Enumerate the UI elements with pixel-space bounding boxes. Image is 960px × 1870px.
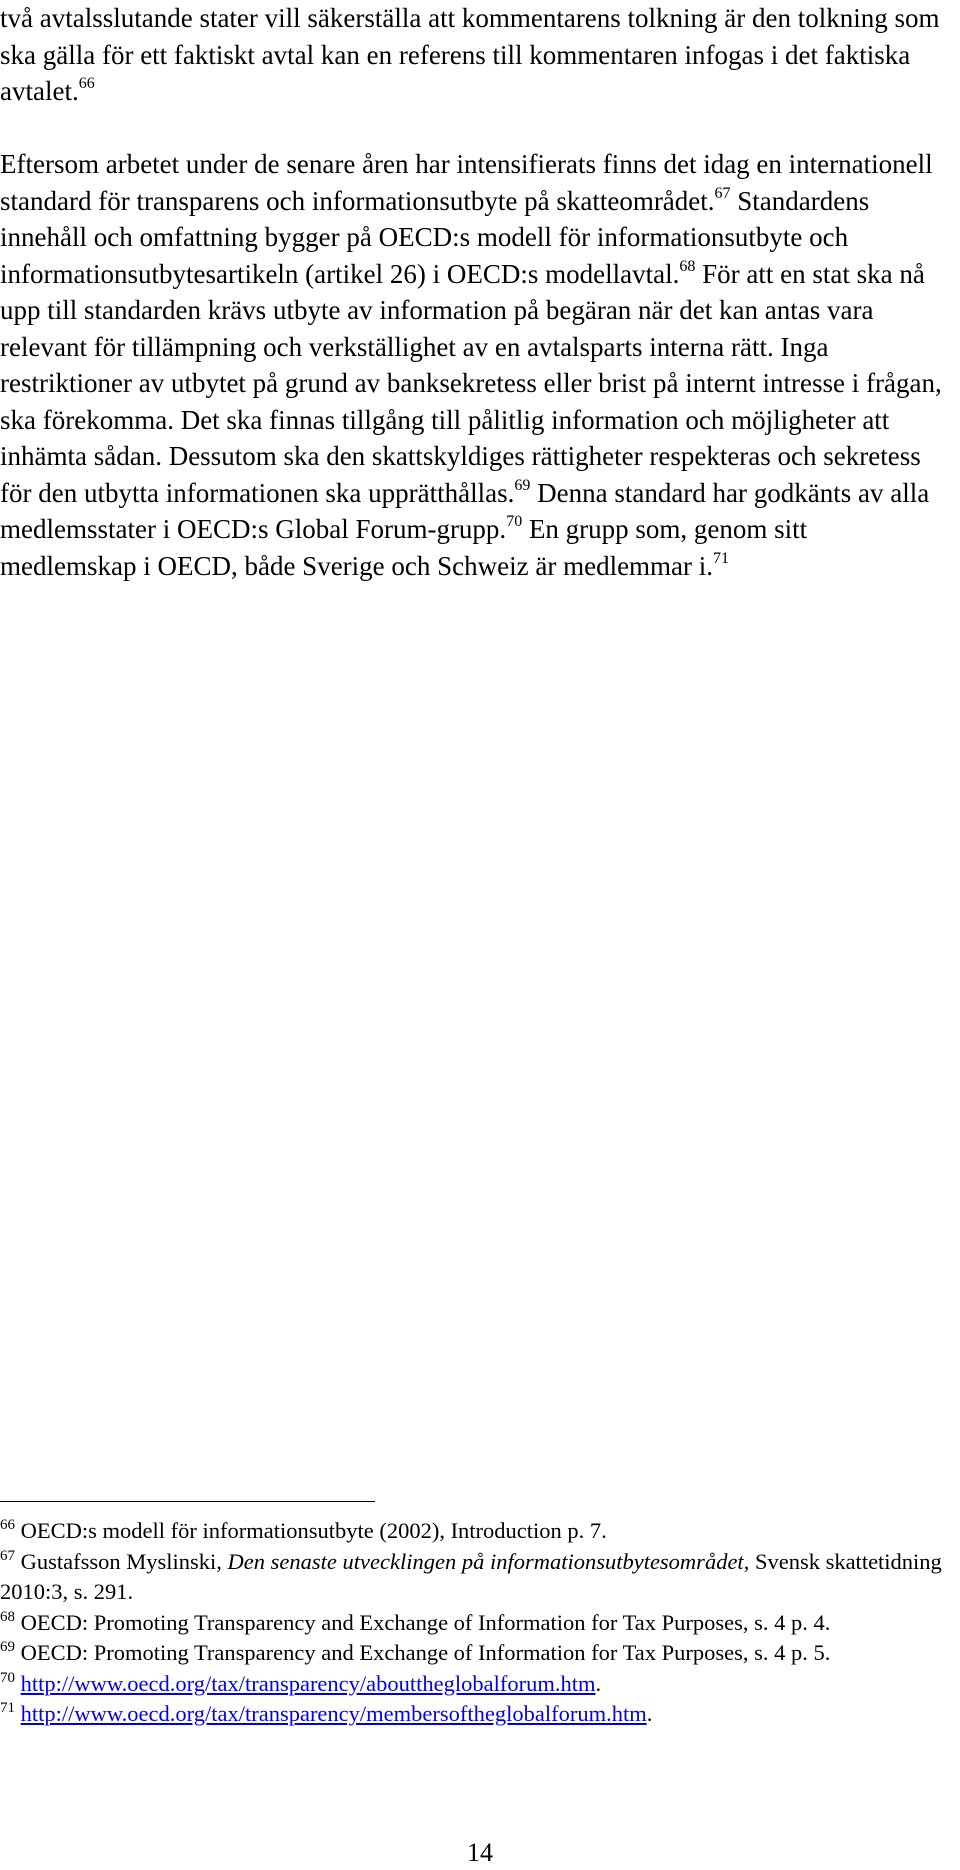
footnote-text: . <box>646 1701 653 1726</box>
footnote-link[interactable]: http://www.oecd.org/tax/transparency/membersoftheglobalforum.htm <box>20 1701 647 1726</box>
footnote-ref-70: 70 <box>506 513 523 530</box>
footnote-text: . <box>595 1670 602 1696</box>
footnote-link[interactable]: http://www.oecd.org/tax/transparency/abouttheglobalforum.htm <box>20 1670 596 1696</box>
footnote-ref-68: 68 <box>679 257 696 275</box>
footnote-number: 67 <box>0 1547 15 1564</box>
footnote-text: , Svensk skattetidning 2010:3, s. 291. <box>0 1548 942 1604</box>
paragraph-1-text: två avtalsslutande stater vill säkerställa att kommentarens tolkning är den tolkning som ska gälla för ett faktiskt avtal kan en referens till kommentaren infogas i det faktiska avtalet. <box>0 3 940 106</box>
footnote-ref-69: 69 <box>514 476 531 494</box>
page-number: 14 <box>467 1838 493 1867</box>
footnote-69 <box>0 1638 955 1669</box>
footnote-number: 68 <box>0 1608 15 1625</box>
footnote-number: 66 <box>0 1517 15 1533</box>
paragraph-2-sentence-4: Denna standard har godkänts av alla medlemsstater i OECD:s Global Forum-grupp. <box>0 477 930 544</box>
footnote-66 <box>0 1516 955 1547</box>
footnote-70 <box>0 1669 955 1700</box>
footnote-68 <box>0 1608 955 1639</box>
footnote-67 <box>0 1547 955 1608</box>
footnote-text: OECD:s modell för informationsutbyte (2002), Introduction p. 7. <box>15 1518 607 1543</box>
footnote-text: OECD: Promoting Transparency and Exchange of Information for Tax Purposes, s. 4 p. 4. <box>15 1609 831 1635</box>
paragraph-2-sentence-1: Eftersom arbetet under de senare åren har intensifierats finns det idag en internationell standard för transparens och informationsutbyte på skatteområdet. <box>0 149 933 216</box>
paragraph-2-sentence-3: För att en stat ska nå upp till standarden krävs utbyte av information på begäran när det kan antas vara relevant för tillämpning och verkställighet av en avtalsparts interna rätt. Inga restriktioner av utbytet på grund av banksekretess eller brist på internt intresse i frågan, ska förekomma. Det ska finnas tillgång till pålitlig information och möjligheter att inhämta sådan. Dessutom ska den skattskyldiges rättigheter respekteras och sekretess för den utbytta informationen ska upprätthållas. <box>0 258 942 508</box>
footnote-ref-66: 66 <box>78 75 95 92</box>
footnote-ref-71: 71 <box>713 549 730 567</box>
footnote-ref-67: 67 <box>714 184 731 202</box>
paragraph-1 <box>0 0 950 110</box>
footnote-separator <box>0 1501 375 1502</box>
footnotes <box>0 1516 955 1730</box>
footnote-text: Gustafsson Myslinski, <box>15 1548 228 1574</box>
paragraph-2 <box>0 146 950 584</box>
footnote-text: OECD: Promoting Transparency and Exchange of Information for Tax Purposes, s. 4 p. 5. <box>15 1640 831 1665</box>
footnote-71 <box>0 1699 955 1730</box>
footnote-number: 71 <box>0 1700 15 1716</box>
footnote-number: 69 <box>0 1639 15 1655</box>
paragraph-2-sentence-5: En grupp som, genom sitt medlemskap i OECD, både Sverige och Schweiz är medlemmar i. <box>0 514 808 581</box>
footnote-title: Den senaste utvecklingen på informationsutbytesområdet <box>227 1548 744 1574</box>
paragraph-2-sentence-2: Standardens innehåll och omfattning bygger på OECD:s modell för informationsutbyte och informationsutbytesartikeln (artikel 26) i OECD:s modellavtal. <box>0 185 870 289</box>
footnote-number: 70 <box>0 1669 15 1686</box>
body-text <box>0 0 950 584</box>
